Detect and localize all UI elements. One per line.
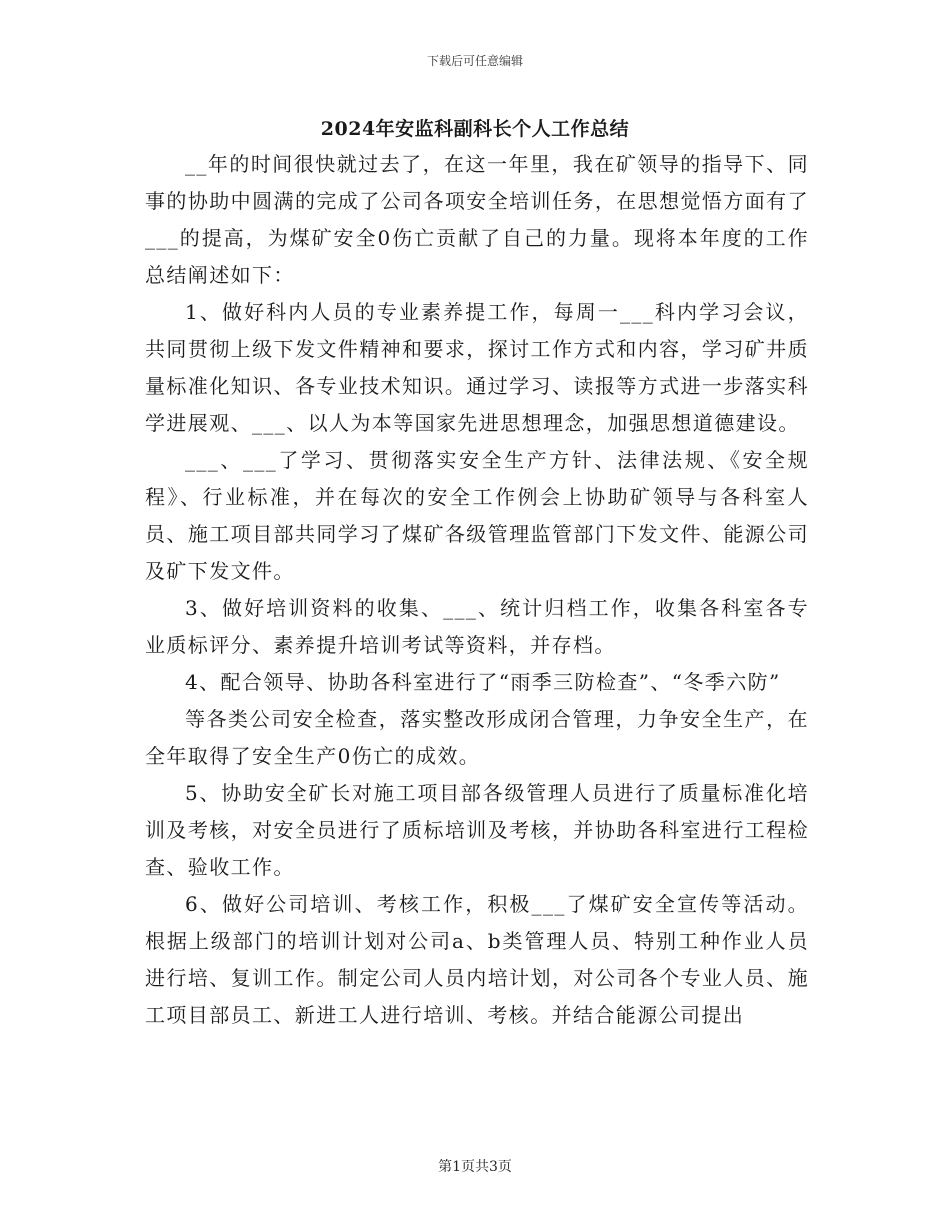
paragraph-item-4-cont: 等各类公司安全检查，落实整改形成闭合管理，力争安全生产，在全年取得了安全生产0伤亡的成效。 — [145, 707, 809, 768]
paragraph-item-6: 6、做好公司培训、考核工作，积极___了煤矿安全宣传等活动。根据上级部门的培训计划对公司a、b类管理人员、特别工种作业人员进行培、复训工作。制定公司人员内培计划，对公司各个专业人员、施工项目部员工、新进工人进行培训、考核。并结合能源公司提出 — [145, 892, 809, 1027]
paragraph-intro: __年的时间很快就过去了，在这一年里，我在矿领导的指导下、同事的协助中圆满的完成了公司各项安全培训任务，在思想觉悟方面有了___的提高，为煤矿安全0伤亡贡献了自己的力量。现将本年度的工作总结阐述如下： — [145, 152, 809, 287]
paragraph-item-3: 3、做好培训资料的收集、___、统计归档工作，收集各科室各专业质标评分、素养提升培训考试等资料，并存档。 — [145, 596, 809, 657]
page-header-note: 下载后可任意编辑 — [426, 54, 523, 68]
paragraph-item-5: 5、协助安全矿长对施工项目部各级管理人员进行了质量标准化培训及考核，对安全员进行了质标培训及考核，并协助各科室进行工程检查、验收工作。 — [145, 781, 809, 879]
paragraph-item-1: 1、做好科内人员的专业素养提工作，每周一___科内学习会议，共同贯彻上级下发文件精神和要求，探讨工作方式和内容，学习矿井质量标准化知识、各专业技术知识。通过学习、读报等方式进一步落实科学进展观、___、以人为本等国家先进思想理念，加强思想道德建设。 — [145, 300, 809, 435]
document-body — [145, 146, 809, 1034]
paragraph-item-2: ___、___了学习、贯彻落实安全生产方针、法律法规、《安全规程》、行业标准，并在每次的安全工作例会上协助矿领导与各科室人员、施工项目部共同学习了煤矿各级管理监管部门下发文件、能源公司及矿下发文件。 — [145, 448, 809, 583]
paragraph-item-4: 4、配合领导、协助各科室进行了“雨季三防检查”、“冬季六防” — [185, 670, 781, 694]
document-title: 2024年安监科副科长个人工作总结 — [320, 118, 630, 140]
page-number: 第1页共3页 — [438, 1159, 512, 1175]
